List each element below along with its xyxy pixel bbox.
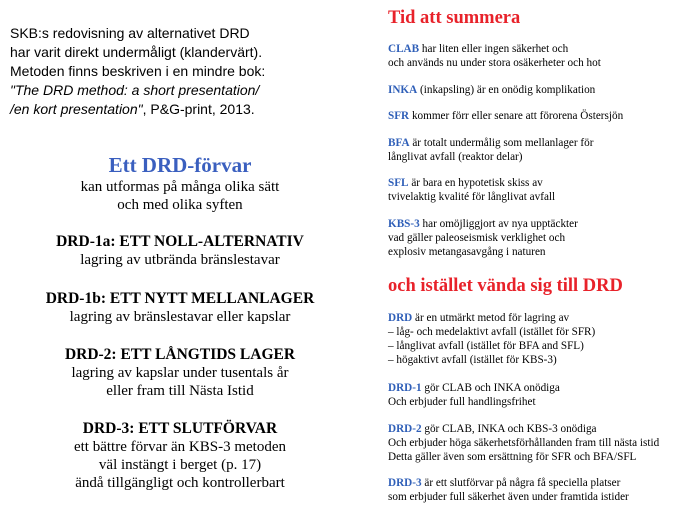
- item-text: är ett slutförvar på några få speciella platser: [421, 477, 621, 489]
- section-drd-1a: [0, 232, 360, 269]
- item-text: – låg- och medelaktivt avfall (istället för SFR): [388, 326, 596, 338]
- item-text: explosiv metangasavgång i naturen: [388, 246, 546, 258]
- drd-subtitle: kan utformas på många olika sätt: [80, 179, 280, 195]
- summary-title-drd: och istället vända sig till DRD: [388, 276, 623, 296]
- section-title: DRD-1b: ETT NYTT MELLANLAGER: [45, 290, 315, 307]
- drd-1-item: [388, 381, 699, 409]
- summary-item-inka: [388, 83, 699, 97]
- item-key: SFL: [388, 177, 409, 189]
- item-text: långlivat avfall (reaktor delar): [388, 151, 523, 163]
- item-text: är totalt undermålig som mellanlager för: [409, 137, 594, 149]
- item-key: KBS-3: [388, 218, 420, 230]
- summary-item-kbs3: [388, 217, 699, 259]
- item-text: gör CLAB och INKA onödiga: [421, 382, 560, 394]
- item-text: Och erbjuder höga säkerhetsförhållanden fram till nästa istid: [388, 437, 660, 449]
- item-text: Och erbjuder full handlingsfrihet: [388, 396, 536, 408]
- summary-item-sfr: [388, 109, 699, 123]
- drd-2-item: [388, 422, 699, 464]
- item-text: som erbjuder full säkerhet även under framtida istider: [388, 491, 629, 503]
- intro-line: Metoden finns beskriven i en mindre bok:: [10, 63, 266, 79]
- item-key: DRD-3: [388, 477, 422, 489]
- summary-title: Tid att summera: [388, 8, 521, 28]
- section-text: ändå tillgängligt och kontrollerbart: [75, 475, 285, 491]
- drd-subtitle: och med olika syften: [117, 197, 243, 213]
- item-text: gör CLAB, INKA och KBS-3 onödiga: [421, 423, 597, 435]
- item-key: DRD-1: [388, 382, 422, 394]
- item-text: Detta gäller även som ersättning för SFR och BFA/SFL: [388, 451, 637, 463]
- item-key: INKA: [388, 84, 418, 96]
- right-column: [370, 0, 699, 511]
- intro-text: [10, 24, 355, 119]
- section-title: DRD-3: ETT SLUTFÖRVAR: [82, 420, 278, 437]
- section-text: lagring av utbrända bränslestavar: [80, 252, 280, 268]
- item-text: – högaktivt avfall (istället för KBS-3): [388, 354, 557, 366]
- item-key: BFA: [388, 137, 410, 149]
- section-drd-3: [0, 419, 360, 492]
- section-title: DRD-1a: ETT NOLL-ALTERNATIV: [56, 233, 304, 250]
- section-text: lagring av kapslar under tusentals år: [71, 365, 289, 381]
- item-key: CLAB: [388, 43, 420, 55]
- summary-item-bfa: [388, 136, 699, 164]
- item-text: (inkapsling) är en onödig komplikation: [417, 84, 596, 96]
- item-key: DRD: [388, 312, 413, 324]
- section-title: DRD-2: ETT LÅNGTIDS LAGER: [64, 346, 296, 363]
- book-publisher: , P&G-print, 2013.: [142, 101, 255, 117]
- section-drd-1b: [0, 289, 360, 326]
- item-text: har liten eller ingen säkerhet och: [419, 43, 569, 55]
- book-title-line: [10, 100, 355, 119]
- section-text: lagring av bränslestavar eller kapslar: [69, 309, 291, 325]
- item-text: vad gäller paleoseismisk verklighet och: [388, 232, 566, 244]
- item-key: DRD-2: [388, 423, 422, 435]
- item-text: – långlivat avfall (istället för BFA and SFL): [388, 340, 584, 352]
- summary-item-sfl: [388, 176, 699, 204]
- item-text: är bara en hypotetisk skiss av: [408, 177, 543, 189]
- section-text: väl instängt i berget (p. 17): [98, 457, 262, 473]
- item-text: och används nu under stora osäkerheter och hot: [388, 57, 601, 69]
- drd-item: [388, 311, 699, 367]
- section-text: eller fram till Nästa Istid: [106, 383, 254, 399]
- drd-heading: [0, 152, 360, 214]
- section-text: ett bättre förvar än KBS-3 metoden: [73, 439, 286, 455]
- book-title-end: /en kort presentation": [10, 101, 143, 117]
- item-text: har omöjliggjort av nya upptäckter: [419, 218, 578, 230]
- item-text: är en utmärkt metod för lagring av: [412, 312, 570, 324]
- item-key: SFR: [388, 110, 410, 122]
- intro-line: SKB:s redovisning av alternativet DRD: [10, 25, 250, 41]
- summary-item-clab: [388, 42, 699, 70]
- drd-3-item: [388, 476, 699, 504]
- section-drd-2: [0, 345, 360, 400]
- item-text: tvivelaktig kvalité för långlivat avfall: [388, 191, 556, 203]
- book-title-line: "The DRD method: a short presentation/: [10, 82, 260, 98]
- drd-title: Ett DRD-förvar: [108, 153, 252, 177]
- intro-line: har varit direkt undermåligt (klandervärt).: [10, 44, 263, 60]
- item-text: kommer förr eller senare att förorena Östersjön: [409, 110, 624, 122]
